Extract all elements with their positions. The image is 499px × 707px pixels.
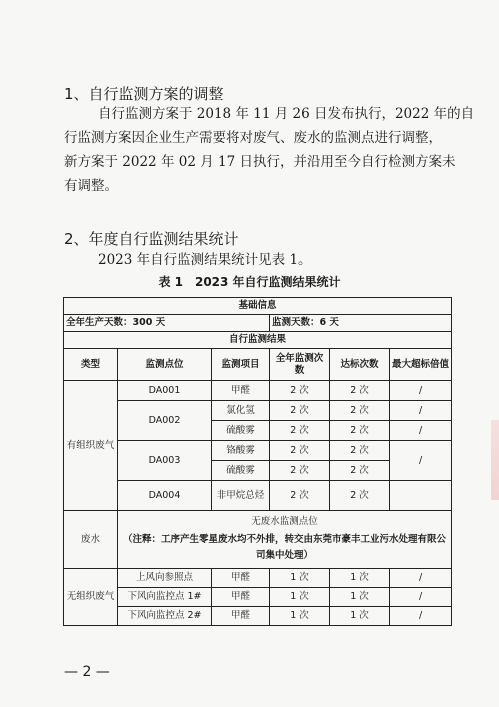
- point-cell: 上风向参照点: [118, 569, 212, 588]
- count-cell: 2 次: [270, 381, 330, 401]
- point-cell: DA001: [118, 381, 212, 401]
- section1-line-1: 自行监测方案于 2018 年 11 月 26 日发布执行，2022 年的自: [98, 106, 475, 122]
- table-row: [64, 441, 452, 461]
- max-cell: [390, 481, 452, 511]
- table-row: [64, 607, 452, 626]
- count-cell: 2 次: [270, 421, 330, 441]
- header-pass: 达标次数: [330, 349, 390, 381]
- item-cell: 甲醛: [212, 381, 270, 401]
- section1-line-3: 新方案于 2022 年 02 月 17 日执行，并沿用至今自行检测方案未: [64, 154, 456, 170]
- item-cell: 硫酸雾: [212, 421, 270, 441]
- count-cell: 1 次: [270, 588, 330, 607]
- production-days: 全年生产天数：300 天: [64, 315, 270, 332]
- table-row: [64, 569, 452, 588]
- max-cell: /: [390, 401, 452, 421]
- section1-line-2: 行监测方案因企业生产需要将对废气、废水的监测点进行调整，: [64, 130, 442, 146]
- count-cell: 1 次: [270, 607, 330, 626]
- pass-cell: 1 次: [330, 607, 390, 626]
- monitoring-days: 监测天数：6 天: [270, 315, 452, 332]
- item-cell: 氯化氢: [212, 401, 270, 421]
- item-cell: 甲醛: [212, 607, 270, 626]
- organized-type: 有组织废气: [64, 381, 118, 511]
- table-caption: 表 1 2023 年自行监测结果统计: [158, 275, 341, 289]
- header-count: 全年监测次数: [270, 349, 330, 381]
- item-cell: 硫酸雾: [212, 461, 270, 481]
- wastewater-type: 废水: [64, 511, 118, 569]
- count-cell: 2 次: [270, 481, 330, 511]
- pass-cell: 2 次: [330, 461, 390, 481]
- wastewater-note: [118, 511, 452, 569]
- table-row: [64, 511, 452, 569]
- table-row: [64, 481, 452, 511]
- pass-cell: 2 次: [330, 381, 390, 401]
- count-cell: 2 次: [270, 461, 330, 481]
- section1-line-4: 有调整。: [64, 178, 118, 194]
- item-cell: 甲醛: [212, 588, 270, 607]
- section2-heading: 2、年度自行监测结果统计: [64, 230, 239, 248]
- table-row: [64, 401, 452, 421]
- section1-heading: 1、自行监测方案的调整: [64, 85, 224, 103]
- item-cell: 铬酸雾: [212, 441, 270, 461]
- pass-cell: 2 次: [330, 421, 390, 441]
- unorganized-type: 无组织废气: [64, 569, 118, 626]
- pass-cell: 2 次: [330, 481, 390, 511]
- wastewater-line-2: （注释：工序产生零星废水均不外排，转交由东莞市豪丰工业污水处理有限公司集中处理）: [123, 533, 447, 561]
- max-cell: /: [390, 569, 452, 588]
- header-max: 最大超标倍值: [390, 349, 452, 381]
- max-cell: /: [390, 421, 452, 441]
- page-number: — 2 —: [64, 664, 110, 680]
- count-cell: 1 次: [270, 569, 330, 588]
- count-cell: 2 次: [270, 441, 330, 461]
- table-row: [64, 588, 452, 607]
- header-item: 监测项目: [212, 349, 270, 381]
- header-type: 类型: [64, 349, 118, 381]
- header-point: 监测点位: [118, 349, 212, 381]
- item-cell: 非甲烷总烃: [212, 481, 270, 511]
- item-cell: 甲醛: [212, 569, 270, 588]
- max-cell: /: [390, 607, 452, 626]
- point-cell: DA004: [118, 481, 212, 511]
- point-cell: 下风向监控点 1#: [118, 588, 212, 607]
- basic-info-title: 基础信息: [64, 298, 452, 315]
- pass-cell: 2 次: [330, 441, 390, 461]
- max-cell: /: [390, 441, 452, 481]
- point-cell: DA002: [118, 401, 212, 441]
- max-cell: /: [390, 588, 452, 607]
- pass-cell: 1 次: [330, 569, 390, 588]
- wastewater-line-1: 无废水监测点位: [251, 515, 318, 527]
- pass-cell: 2 次: [330, 401, 390, 421]
- pass-cell: 1 次: [330, 588, 390, 607]
- table-row: [64, 381, 452, 401]
- section2-intro: 2023 年自行监测结果统计见表 1。: [98, 252, 312, 268]
- monitoring-results-table: [63, 297, 452, 626]
- results-title: 自行监测结果: [64, 332, 452, 349]
- count-cell: 2 次: [270, 401, 330, 421]
- max-cell: /: [390, 381, 452, 401]
- point-cell: DA003: [118, 441, 212, 481]
- point-cell: 下风向监控点 2#: [118, 607, 212, 626]
- seal-mark: [491, 420, 499, 500]
